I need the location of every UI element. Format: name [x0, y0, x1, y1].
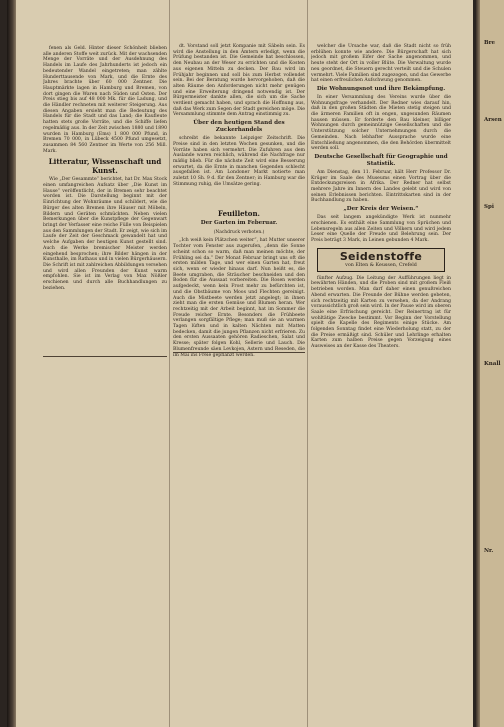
literature-heading: Litteratur, Wissenschaft und Kunst. [48, 157, 162, 176]
adjacent-page-text [484, 0, 504, 567]
col1-top-text: fenen als Geld. Hinter dieser Schönheit blieben alle anderen Stoffe weit zurück. Mit der wachsenden Menge der Vorräte und der Ausdehnung des Handels im Laufe des Jahrhunderts ist jedoch ein bedeutender Wandel eingetreten; man zählte Hunderttausende von Mark, und die Ernte des Jahres brachte über 60 000 Zentner. Die Hauptmärkte lagen in Hamburg und Bremen, von dort gingen die Waren nach Süden und Osten. Der Preis stieg bis auf 48 000 Mk. für die Ladung, und die Händler rechneten mit weiterer Steigerung. Aus diesen Angaben ersieht man die Bedeutung des Handels für die Stadt und das Land; die Kaufleute hatten stets große Vorräte, und die Schiffe liefen regelmäßig aus. In der Zeit zwischen 1880 und 1890 wurden in Hamburg (Ems) 1 800 000 Pfund, in Bremen 70 000, in Lübeck 4500 Pfund umgesetzt, zusammen 84 560 Zentner im Werte von 256 Mill. Mark. [43, 46, 167, 154]
column-1 [43, 0, 167, 727]
adjacent-page-edge [476, 0, 504, 727]
column-rule [307, 0, 308, 727]
adjacent-word: Bre [484, 40, 496, 46]
adjacent-word: Arsen [484, 117, 502, 123]
sugar-heading: Über den heutigen Stand des Zuckerhandels [193, 120, 285, 134]
col3-housing-text: In einer Versammlung des Vereins wurde über die Wohnungsfrage verhandelt. Der Redner wies darauf hin, daß in den großen Städten die Mieten stetig steigen und die ärmeren Familien oft in engen, ungesunden Räumen hausen müssen. Er forderte den Bau kleiner, billiger Wohnungen durch gemeinnützige Gesellschaften und die Unterstützung solcher Unternehmungen durch die Gemeinden. Nach lebhafter Aussprache wurde eine Entschließung angenommen, die den Behörden übermittelt werden soll. [311, 94, 451, 152]
binding-gutter [7, 0, 16, 727]
adjacent-word: Knall [484, 361, 501, 367]
adjacent-word: Spi [484, 204, 494, 210]
column-3 [311, 0, 451, 727]
housing-heading: Die Wohnungsnot und ihre Bekämpfung. [316, 85, 446, 92]
weisen-heading: „Der Kreis der Weisen.“ [343, 206, 419, 213]
silk-advertisement [317, 248, 445, 272]
col3-bottom-text: fünfter Aufzug. Die Leitung der Aufführungen liegt in bewährten Händen, und die Proben sind mit großem Fleiß betrieben worden. Man darf daher einen genußreichen Abend erwarten. Die Freunde der Bühne werden gebeten, sich rechtzeitig mit Karten zu versehen, da der Andrang voraussichtlich groß sein wird. In der Pause wird im oberen Saale eine Erfrischung gereicht. Der Reinertrag ist für wohltätige Zwecke bestimmt. Vor Beginn der Vorstellung spielt die Kapelle des Regiments einige Stücke. Am folgenden Sonntag findet eine Wiederholung statt, zu der die Preise ermäßigt sind. Schüler und Lehrlinge erhalten Karten zum halben Preise gegen Vorzeigung eines Ausweises an der Kasse des Theaters. [311, 275, 451, 350]
col2-sugar-text: schreibt die bekannte Leipziger Zeitschrift. Die Preise sind in den letzten Wochen gesunken, und die Vorräte haben sich vermehrt. Die Zufuhren aus dem Auslande waren reichlich, während die Nachfrage nur mäßig blieb. Für die nächste Zeit wird eine Besserung erwartet, da die Ernte in manchen Gegenden schlecht ausgefallen ist. Am Londoner Markt notierte man zuletzt 10 Sh. 9 d. für den Zentner; in Hamburg war die Stimmung ruhig, die Umsätze gering. [173, 136, 305, 187]
story-text: „Ich weiß kein Plätzchen weiter“, hat Mutter unserer Tochter vom Fenster aus zugerufen, „denn die Sonne scheint schon so warm, daß man meinen möchte, der Frühling sei da.“ Der Monat Februar bringt uns oft die ersten milden Tage, und wer einen Garten hat, freut sich, wenn er wieder hinaus darf. Nun heißt es, die Beete umgraben, die Sträucher beschneiden und den Boden für die Aussaat vorbereiten. Die Rosen werden aufgedeckt, wenn kein Frost mehr zu befürchten ist, und die Obstbäume von Moos und Flechten gereinigt. Auch die Mistbeete werden jetzt angelegt; in ihnen zieht man die ersten Gemüse und Blumen heran. Wer rechtzeitig mit der Arbeit beginnt, hat im Sommer die Freude reicher Ernte. Besonders die Frühbeete verlangen sorgfältige Pflege; man muß sie an warmen Tagen lüften und in kalten Nächten mit Matten bedecken, damit die jungen Pflanzen nicht erfrieren. Zu den ersten Aussaaten gehören Radieschen, Salat und Kresse; später folgen Kohl, Sellerie und Lauch. Die Blumenfreunde säen Levkojen, Astern und Reseden, die im Mai ins Freie gepflanzt werden. [173, 238, 305, 358]
column-2 [173, 0, 305, 727]
col3-top-text: welcher die Ursache war, daß die Stadt nicht so früh erblühen konnte wie andere. Die Bürgerschaft hat sich jedoch mit großem Eifer der Sache angenommen, und heute steht der Ort in voller Blüte. Die Verwaltung wurde neu geordnet, die Steuern gerecht verteilt und die Schulen vermehrt. Viele Familien sind zugezogen, und das Gewerbe hat einen erfreulichen Aufschwung genommen. [311, 44, 451, 84]
section-divider [173, 352, 305, 353]
section-divider [43, 356, 167, 357]
ad-brand: Seidenstoffe [339, 249, 423, 263]
geography-heading: Deutsche Gesellschaft für Geographie und Statistik. [314, 153, 448, 167]
feuilleton-heading: Feuilleton. [218, 209, 260, 219]
story-title: Der Garten im Feberuar. [200, 220, 278, 227]
col1-literature-text: Wie „Der Gesammte“ berichtet, hat Dr. Max Stock einen umfangreichen Aufsatz über „Die Kunst im Hause“ veröffentlicht, der in Bremen sehr beachtet worden ist. Die Darstellung beginnt mit der Einrichtung der Wohnräume und schildert, wie die Bürger des alten Bremen ihre Häuser mit Möbeln, Bildern und Geräten schmückten. Neben vielen Bemerkungen über die Kunstpflege der Gegenwart bringt der Verfasser eine reiche Fülle von Beispielen aus den Sammlungen der Stadt. Er zeigt, wie sich im Laufe der Zeit der Geschmack gewandelt hat und welche Aufgaben der heutigen Kunst gestellt sind. Auch die Werke bremischer Meister werden eingehend besprochen; ihre Bilder hängen in der Kunsthalle, im Rathaus und in vielen Bürgerhäusern. Die Schrift ist mit zahlreichen Abbildungen versehen und wird allen Freunden der Kunst warm empfohlen. Sie ist im Verlag von Max Nößler erschienen und durch alle Buchhandlungen zu beziehen. [43, 177, 167, 291]
adjacent-word: Nr. [484, 548, 494, 554]
col2-top-text: dt. Vorstand soll jetzt Kompanie mit Säbeln sein. Es wird die Anstellung in den Ämtern erledigt, wenn die Prüfung bestanden ist. Die Gemeinde hat beschlossen, den Neubau an der Weser zu errichten und die Kosten aus eigenen Mitteln zu decken. Der Bau wird im Frühjahr beginnen und soll bis zum Herbst vollendet sein. Bei der Beratung wurde hervorgehoben, daß die alten Räume den Anforderungen nicht mehr genügen und eine Erweiterung dringend notwendig ist. Der Bürgermeister dankte allen, die sich um die Sache verdient gemacht haben, und sprach die Hoffnung aus, daß das Werk zum Segen der Stadt gereichen möge. Die Versammlung stimmte dem Antrag einstimmig zu. [173, 44, 305, 118]
ad-firm: von Elten & Keussen, Crefeld [345, 262, 417, 268]
col3-geography-text: Am Dienstag, den 11. Februar, hält Herr Professor Dr. Krüger im Saale des Museums einen Vortrag über die Entdeckungsreisen in Afrika. Der Redner hat selbst mehrere Jahre im Innern des Landes gelebt und wird von seinen Erlebnissen berichten. Eintrittskarten sind in der Buchhandlung zu haben. [311, 169, 451, 204]
story-note: (Nachdruck verboten.) [213, 230, 265, 236]
newspaper-page [7, 0, 473, 727]
column-rule [169, 0, 170, 727]
col3-weisen-text: Das seit langem angekündigte Werk ist nunmehr erschienen. Es enthält eine Sammlung von Sprüchen und Lebensregeln aus allen Zeiten und Völkern und wird jedem Leser eine Quelle der Freude und Belehrung sein. Der Preis beträgt 3 Mark, in Leinen gebunden 4 Mark. [311, 215, 451, 243]
